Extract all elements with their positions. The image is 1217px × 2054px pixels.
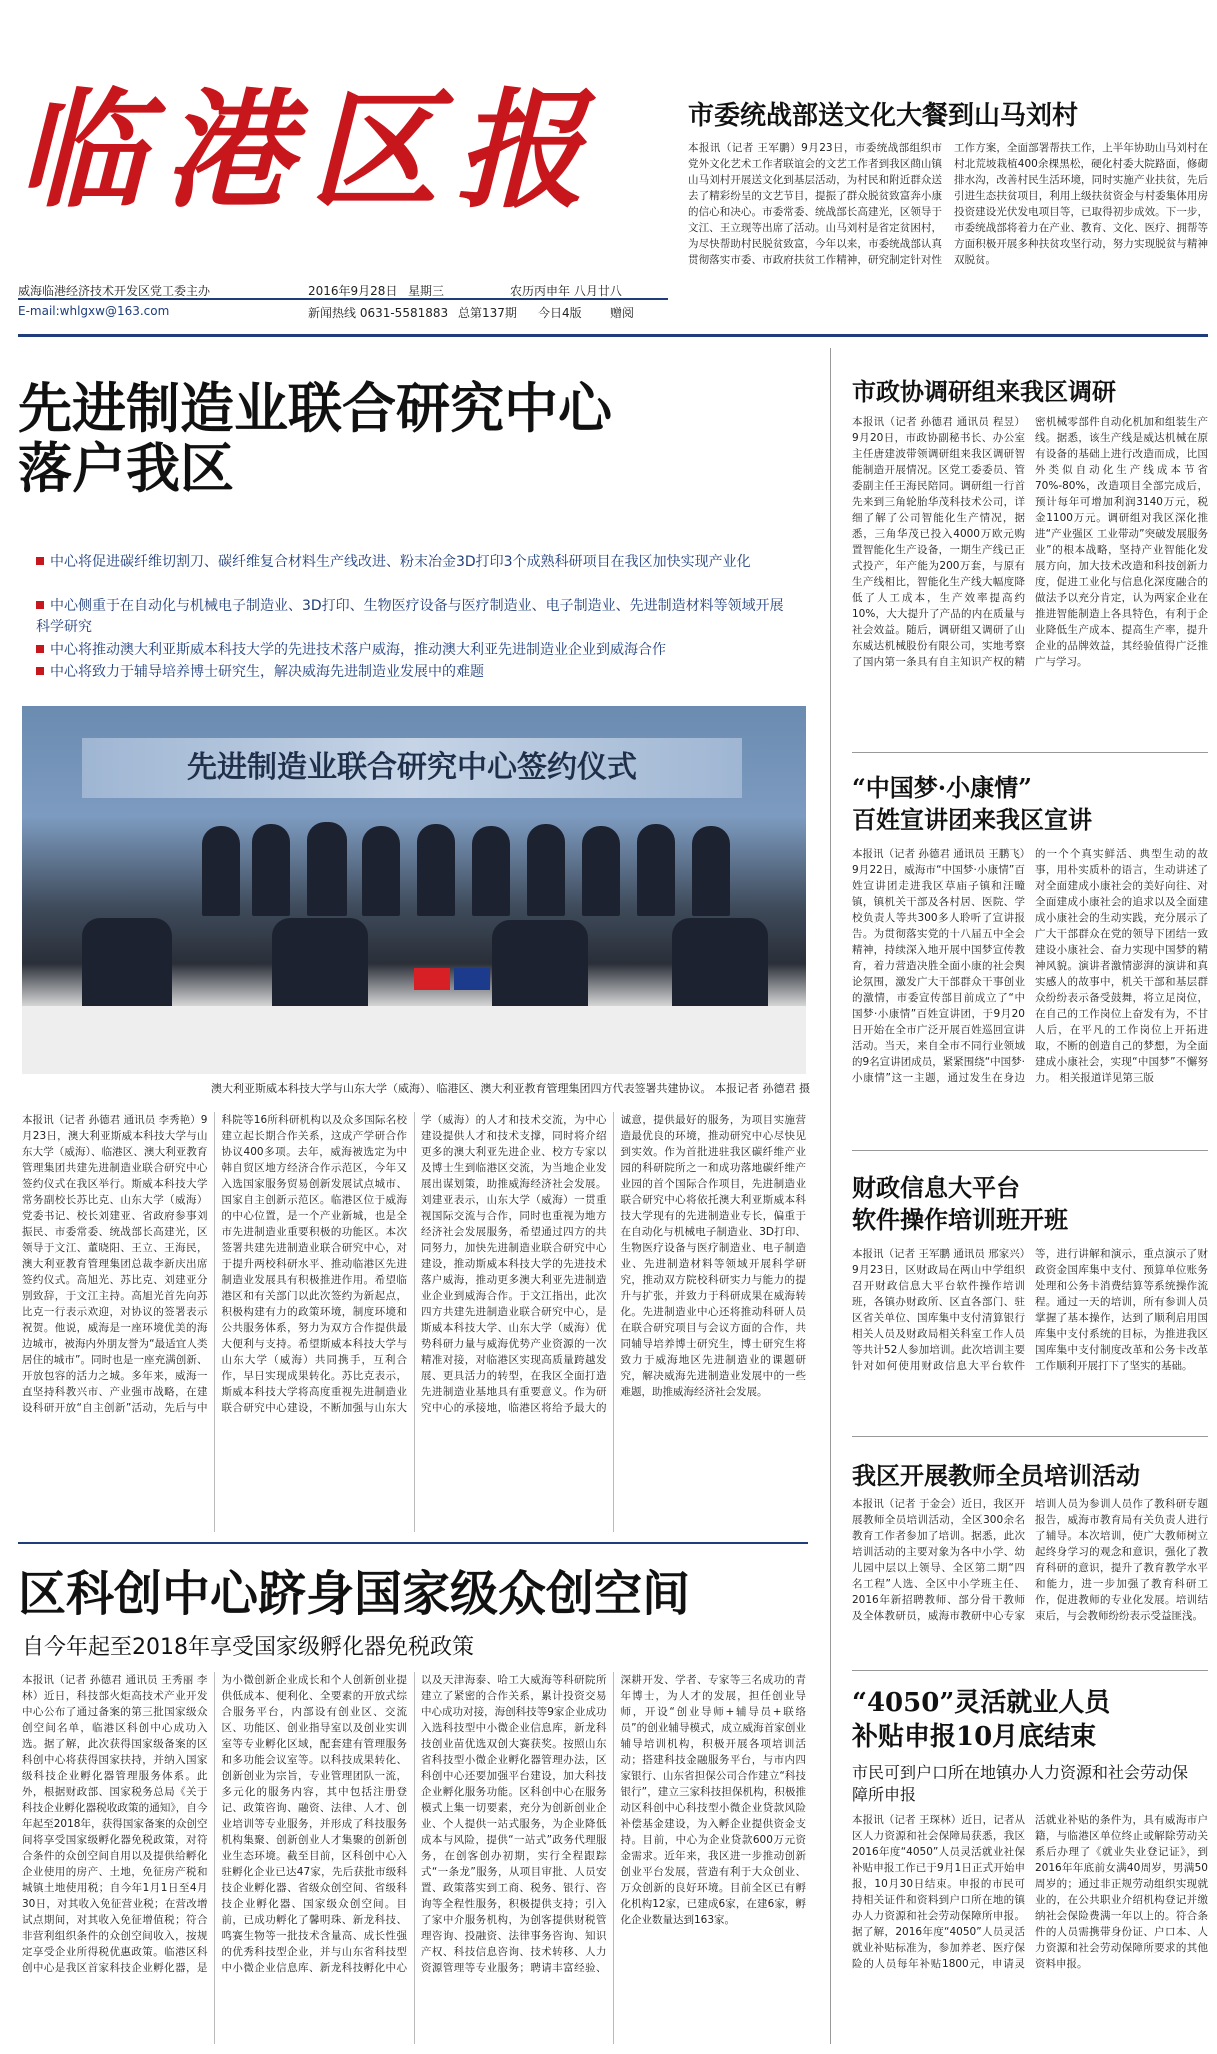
- r3-headline-line1: 财政信息大平台: [852, 1173, 1020, 1202]
- right-divider: [852, 752, 1208, 753]
- r5-subhead: 市民可到户口所在地镇办人力资源和社会劳动保障所申报: [852, 1763, 1189, 1804]
- photo-person: [252, 824, 290, 916]
- news-hotline: 新闻热线 0631-5581883: [308, 306, 449, 320]
- right-divider: [852, 1150, 1208, 1151]
- r1-body: 本报讯（记者 孙德君 通讯员 程昱）9月20日，市政协副秘书长、办公室主任唐建波带领调研组来我区调研智能制造开展情况。区党工委委员、管委副主任王海民陪同。调研组一行首先来到三角轮胎华茂科技术公司，详细了解了公司智能化生产情况，据悉，三角华茂已投入4000万欧元购置智能化生产设备，一期生产线已正式投产，年产能为200万套，与原有生产线相比，智能化生产线大幅度降低了人工成本，生产效率提高约10%，大大提升了产品的内在质量与社会效益。随后，调研组又调研了山东威达机械股份有限公司，实地考察了国内第一条具有自主知识产权的精密机械零部件自动化机加和组装生产线。据悉，该生产线是威达机械在原有设备的基础上进行改造而成，比国外类似自动化生产线成本节省70%-80%，改造项目全部完成后，预计每年可增加利润3140万元，税金1100万元。调研组对我区深化推进“产业强区 工业带动”突破发展服务业”的根本战略，坚持产业智能化发展方向，加大技术改造和科技创新力度，促进工业化与信息化深度融合的做法予以充分肯定，认为两家企业在推进智能制造上各具特色，有利于企业降低生产成本、提高生产率，提升企业的品牌效益，其经验值得广泛推广与学习。: [852, 416, 1208, 668]
- r4-headline: 我区开展教师全员培训活动: [852, 1461, 1140, 1490]
- signing-table: [22, 1006, 806, 1074]
- r4-body: 本报讯（记者 于金会）近日，我区开展教师全员培训活动，全区300余名教育工作者参加了培训。据悉，此次培训活动的主要对象为各中小学、幼儿园中层以上领导、全区第二期“四名工程”人选、全区中小学班主任、2016年新招聘教师、部分骨干教师及全体教研员，威海市教研中心专家培训人员为参训人员作了教科研专题报告，威海市教育局有关负责人进行了辅导。本次培训，使广大教师树立起终身学习的观念和意识，强化了教育科研的意识，提升了教育教学水平和能力，进一步加强了教育科研工作，促进教师的专业化发展。培训结束后，与会教师纷纷表示受益匪浅。: [852, 1498, 1208, 1622]
- header-divider: [18, 334, 1208, 337]
- bullet-1: 中心将促进碳纤维切割刀、碳纤维复合材料生产线改进、粉末冶金3D打印3个成熟科研项目在我区加快实现产业化: [36, 552, 796, 573]
- bullet-4: 中心将致力于辅导培养博士研究生，解决威海先进制造业发展中的难题: [36, 662, 796, 683]
- main-story-body: 本报讯（记者 孙德君 通讯员 李秀艳）9月23日，澳大利亚斯威本科技大学与山东大学（威海）、临港区、澳大利亚教育管理集团共建先进制造业联合研究中心签约仪式在我区举行。斯威本科技大学常务副校长苏比克、山东大学（威海）党委书记、校长刘建亚、省政府参事刘振民、市委常委、统战部长高建光，区领导于文江、董晓阳、王立、王海民，澳大利亚教育管理集团总裁李新庆出席签约仪式。高旭光、苏比克、刘建亚分别致辞，于文江主持。高旭光首先向苏比克一行表示欢迎，对协议的签署表示祝贺。他说，威海是一座环境优美的海边城市，被海内外朋友誉为“最适宜人类居住的城市”。同时也是一座充满创新、开放包容的活力之城。多年来，威海一直坚持科教兴市、产业强市战略，在建设科研开放“自主创新”活动，先后与中科院等16所科研机构以及众多国际名校建立起长期合作关系，这成产学研合作协议400多项。去年，威海被选定为中韩自贸区地方经济合作示范区，今年又入选国家服务贸易创新发展试点城市、国家自主创新示范区。临港区位于威海的中心位置，是一个产业新城，也是全市先进制造业重要积极的功能区。本次签署共建先进制造业联合研究中心，对于提升两校科研水平、推动临港区先进制造业发展具有积极推进作用。希望临港区和有关部门以此次签约为新起点，积极构建有力的政策环境，制度环境和公共服务体系，努力为双方合作提供最大便利与支持。希望斯威本科技大学与山东大学（威海）共同携手，互利合作，早日实现成果转化。苏比克表示，斯威本科技大学将高度重视先进制造业联合研究中心建设，不断加强与山东大学（威海）的人才和技术交流，为中心建设提供人才和技术支撑，同时将介绍更多的澳大利亚先进企业、校方专家以及博士生到临港区交流，为当地企业发展出谋划策，助推威海经济社会发展。刘建亚表示，山东大学（威海）一贯重视国际交流与合作，同时也重视为地方经济社会发展服务，希望通过四方的共同努力，加快先进制造业联合研究中心建设，推动斯威本科技大学的先进技术落户威海，推动更多澳大利亚先进制造业企业到威海合作。于文江指出，此次四方共建先进制造业联合研究中心，是斯威本科技大学、山东大学（威海）优势科研力量与威海优势产业资源的一次精准对接，对临港区实现高质量跨越发展、更具活力的转型，在我区全面打造先进制造业基地具有重要意义。作为研究中心的承接地，临港区将给予最大的诚意，提供最好的服务，为项目实施营造最优良的环境，推动研究中心尽快见到实效。作为首批进驻我区碳纤维产业园的科研院所之一和成功落地碳纤维产业园的首个国际合作项目，先进制造业联合研究中心将依托澳大利亚斯威本科技大学现有的先进制造业专长，偏重于在自动化与机械电子制造业、3D打印、生物医疗设备与医疗制造业、电子制造业、先进制造材料等领域开展科学研究，推动双方院校科研实力与能力的提升与扩张，并致力于科研成果在威海转化。先进制造业中心还将推动科研人员在联合研究项目与会议方面的合作，共同辅导培养博士研究生，博士研究生将致力于威海地区先进制造业的课题研究，解决威海先进制造业发展中的一些难题，助推威海经济社会发展。: [22, 1114, 806, 1414]
- r5-headline-line1: “4050”灵活就业人员: [852, 1688, 1111, 1718]
- top-story-body: 本报讯（记者 王军鹏）9月23日，市委统战部组织市党外文化艺术工作者联谊会的文艺工作者到我区蔄山镇山马刘村开展送文化到基层活动，为村民和附近群众送去了精彩纷呈的文艺节目，提振了群众脱贫致富奔小康的信心和决心。市委常委、统战部长高建光，区领导于文江、王立现等出席了活动。山马刘村是省定贫困村，为尽快帮助村民脱贫致富，今年以来，市委统战部认真贯彻落实市委、市政府扶贫工作精神，研究制定针对性工作方案，全面部署帮扶工作，上半年协助山马刘村在村北荒坡栽植400余棵黑松，硬化村委大院路面，修砌排水沟，改善村民生活环境，同时实施产业扶贫，先后引进生态扶贫项目，利用上级扶贫资金与村委集体用房投资建设光伏发电项目等，已取得初步成效。下一步，市委统战部将着力在产业、教育、文化、医疗、拥帮等方面积极开展多种扶贫攻坚行动，努力实现脱贫与精神双脱贫。: [688, 142, 1208, 266]
- date: 2016年9月28日: [308, 284, 398, 298]
- r5-headline-line2: 补贴申报10月底结束: [852, 1722, 1097, 1752]
- signing-ceremony-photo: [22, 706, 806, 1074]
- r3-headline-line2: 软件操作培训班开班: [852, 1205, 1068, 1234]
- photo-person: [417, 824, 455, 916]
- photo-person: [582, 826, 620, 916]
- bullet-2: 中心侧重于在自动化与机械电子制造业、3D打印、生物医疗设备与医疗制造业、电子制造业、先进制造材料等领域开展科学研究: [36, 598, 784, 635]
- china-flag-icon: [414, 968, 450, 990]
- r2-headline-line2: 百姓宣讲团来我区宣讲: [852, 805, 1092, 834]
- australia-flag-icon: [454, 968, 490, 990]
- photo-person: [637, 824, 675, 916]
- main-headline-line2: 落户我区: [18, 436, 234, 500]
- photo-caption: 澳大利亚斯威本科技大学与山东大学（威海）、临港区、澳大利亚教育管理集团四方代表签署共建协议。 本报记者 孙德君 摄: [211, 1082, 810, 1095]
- page-count: 今日4版: [538, 306, 582, 320]
- main-headline-line1: 先进制造业联合研究中心: [18, 376, 612, 440]
- masthead-title: 临港区报: [18, 76, 603, 226]
- email-link[interactable]: E-mail:whlgxw@163.com: [18, 304, 170, 318]
- bottom-subhead: 自今年起至2018年享受国家级孵化器免税政策: [22, 1635, 474, 1660]
- column-divider: [830, 348, 831, 2044]
- photo-person: [307, 822, 347, 916]
- section-divider: [18, 1542, 808, 1544]
- photo-person: [692, 826, 730, 916]
- bottom-story-body: 本报讯（记者 孙德君 通讯员 王秀丽 李林）近日，科技部火炬高技术产业开发中心公布了通过备案的第三批国家级众创空间名单，临港区科创中心成功入选。据了解，此次获得国家级备案的区科创中心将获得国家扶持，并纳入国家级科技企业孵化器管理服务体系。此外，根据财政部、国家税务总局《关于科技企业孵化器税收政策的通知》，自今年起至2018年，获得国家备案的众创空间将享受国家级孵化器免税政策，对符合条件的众创空间自用以及提供给孵化企业使用的房产、土地，免征房产税和城镇土地使用税；自今年1月1日至4月30日，对其收入免征营业税；在营改增试点期间，对其收入免征增值税；符合非营利组织条件的众创空间收入，按规定享受企业所得税优惠政策。临港区科创中心是我区首家科技企业孵化器，是为小微创新企业成长和个人创新创业提供低成本、便利化、全要素的开放式综合服务平台，内部设有创业区、交流区、功能区、创业指导室以及创业实训室等专业孵化区域，配套建有管理服务和多功能会议室等。以科技成果转化、创新创业为宗旨，专业管理团队一流，多元化的服务内容，其中包括注册登记、政策咨询、融资、法律、人才、创业培训等专业服务，并形成了科技服务机构集聚、创新创业人才集聚的创新创业生态环境。截至目前，区科创中心入驻孵化企业已达47家，先后获批市级科技企业孵化器、省级众创空间、省级科技企业孵化器、国家级众创空间。目前，已成功孵化了馨明珠、新龙科技、鸣赛生物等一批技术含量高、成长性强的优秀科技型企业，并与山东省科技型中小微企业信息库、新龙科技孵化中心以及天津海泰、哈工大威海等科研院所建立了紧密的合作关系，累计投资交易中心成功对接，海创科技等9家企业成功入选科技型中小微企业信息库，新龙科技创业苗优选双创大赛获奖。按照山东省科技型小微企业孵化器管理办法，区科创中心还要加强平台建设，加大科技企业孵化服务功能。区科创中心在服务模式上集一切要素，充分为创新创业企业、个人提供一站式服务，为企业降低成本与风险，提供“一站式”政务代理服务，在创客创办初期，实行全程跟踪式“一条龙”服务，从项目审批、人员安置、政策落实到工商、税务、银行、咨询等全程性服务，积极提供支持；引入了家中介服务机构，为创客提供财税管理咨询、投融资、法律事务咨询、知识产权、科技信息咨询、技术转移、人力资源管理等专业服务；聘请丰富经验、深耕开发、学者、专家等三名成功的青年博士，为人才的发展，担任创业导师，开设“创业导师+辅导员+联络员”的创业辅导模式，成立威海首家创业辅导培训机构，积极开展各项培训活动；搭建科技金融服务平台，与市内四家银行、山东省担保公司合作建立“科技银行”，建立三家科技担保机构，积极推动区科创中心科技型小微企业贷款风险补偿基金建设，为入孵企业提供资金支持。目前，中心为企业贷款600万元资金需求。近年来，我区进一步推动创新创业平台发展，营造有利于大众创业、万众创新的良好环境。目前全区已有孵化机构12家，已建成6家，在建6家，孵化企业数量达到163家。: [22, 1674, 806, 1974]
- lunar-date: 农历丙申年 八月廿八: [510, 284, 622, 298]
- photo-person: [472, 826, 510, 916]
- free-label: 赠阅: [610, 306, 635, 320]
- issue-number: 总第137期: [458, 306, 517, 320]
- r1-headline: 市政协调研组来我区调研: [852, 377, 1116, 406]
- r2-headline-line1: “中国梦·小康情”: [852, 773, 1032, 802]
- r5-body: 本报讯（记者 王琛林）近日，记者从区人力资源和社会保障局获悉，我区2016年度“4050”人员灵活就业社保补贴申报工作已于9月1日正式开始申报，10月30日结束。申报的市民可持相关证件和资料到户口所在地的镇办人力资源和社会劳动保障所申报。据了解，2016年度“4050”人员灵活就业补贴标准为，参加养老、医疗保险的人员每年补贴1800元，申请灵活就业补贴的条件为，具有威海市户籍，与临港区单位终止或解除劳动关系后办理了《就业失业登记证》，到2016年年底前女满40周岁，男满50周岁的；通过非正规劳动组织实现就业的，在公共职业介绍机构登记并缴纳社会保险费满一年以上的。符合条件的人员需携带身份证、户口本、人力资源和社会劳动保障所要求的其他资料申报。: [852, 1814, 1208, 1970]
- bullet-3: 中心将推动澳大利亚斯威本科技大学的先进技术落户威海，推动澳大利亚先进制造业企业到威海合作: [36, 640, 796, 661]
- photo-banner: 先进制造业联合研究中心签约仪式: [82, 738, 742, 798]
- r2-body: 本报讯（记者 孙德君 通讯员 王鹏飞）9月22日，威海市“中国梦·小康情”百姓宣讲团走进我区草庙子镇和汪疃镇，镇机关干部及各村居、医院、学校负责人等共300多人聆听了宣讲报告。为贯彻落实党的十八届五中全会精神，持续深入地开展中国梦宣传教育，着力营造决胜全面小康的社会舆论氛围，激发广大干部群众干事创业的激情，市委宣传部目前成立了“中国梦·小康情”百姓宣讲团，于9月20日开始在全市广泛开展百姓巡回宣讲活动。当天，来自全市不同行业领域的9名宣讲团成员，紧紧围绕“中国梦·小康情”这一主题，通过发生在身边的一个个真实鲜活、典型生动的故事，用朴实质朴的语言，生动讲述了对全面建成小康社会的美好向往、对全面建成小康社会的追求以及全面建成小康社会的生动实践，充分展示了广大干部群众在党的领导下团结一致建设小康社会、奋力实现中国梦的精神风貌。演讲者激情澎湃的演讲和真实感人的故事中，机关干部和基层群众纷纷表示备受鼓舞，将立足岗位，在自己的工作岗位上奋发有为，不甘人后，在平凡的工作岗位上开拓进取，不断的创造自己的梦想，为全面建成小康社会，实现“中国梦”不懈努力。 相关报道详见第三版: [852, 848, 1208, 1084]
- photo-person: [362, 826, 400, 916]
- top-story-headline: 市委统战部送文化大餐到山马刘村: [688, 101, 1079, 131]
- right-divider: [852, 1670, 1208, 1671]
- bottom-headline: 区科创中心跻身国家级众创空间: [18, 1566, 691, 1622]
- weekday: 星期三: [408, 284, 445, 298]
- r3-body: 本报讯（记者 王军鹏 通讯员 邢家兴）9月23日，区财政局在两山中学组织召开财政信息大平台软件操作培训班，各镇办财政所、区直各部门、驻区省关单位、国库集中支付清算银行相关人员及财政局相关科室工作人员等共计52人参加培训。此次培训主要针对如何使用财政信息大平台软件等，进行讲解和演示，重点演示了财政资金国库集中支付、预算单位账务处理和公务卡消费结算等系统操作流程。通过一天的培训，所有参训人员掌握了基本操作，达到了顺利启用国库集中支付系统的目标，为推进我区国库集中支付制度改革和公务卡改革工作顺利开展打下了坚实的基础。: [852, 1248, 1208, 1372]
- photo-person: [527, 824, 565, 916]
- photo-person: [202, 826, 240, 916]
- right-divider: [852, 1436, 1208, 1437]
- sponsor-line: 威海临港经济技术开发区党工委主办: [18, 284, 211, 298]
